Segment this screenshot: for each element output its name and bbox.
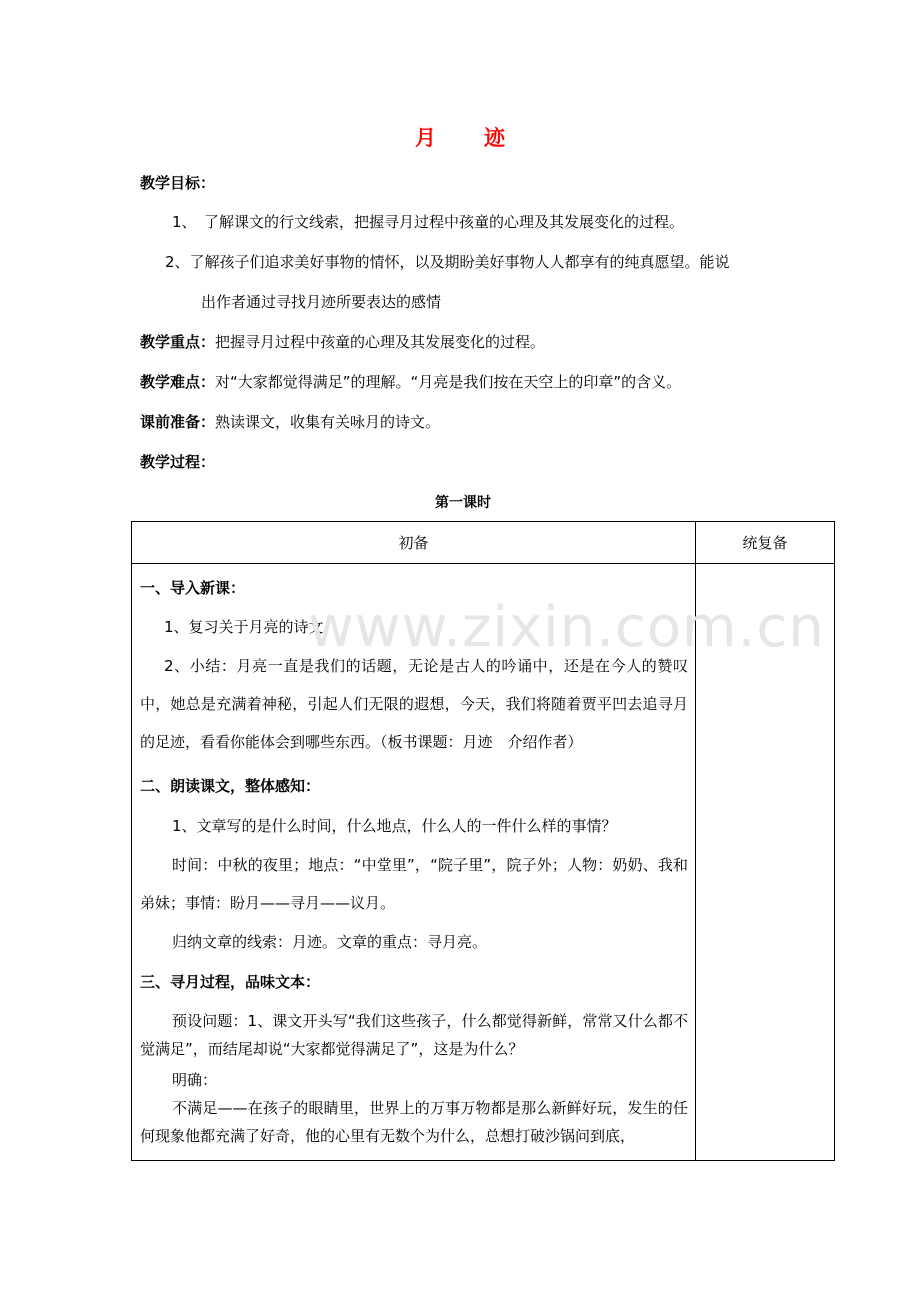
preparation-label: 课前准备： xyxy=(140,413,216,431)
column-header-initial: 初备 xyxy=(132,522,696,564)
lesson-heading: 第一课时 xyxy=(435,495,491,511)
watermark-text: www.zixin.com.cn xyxy=(308,595,825,660)
section-3-clarify-label: 明确： xyxy=(172,1071,218,1089)
section-3-question: 预设问题：1、课文开头写“我们这些孩子，什么都觉得新鲜，常常又什么都不觉满足”，而结尾却说“大家都觉得满足了”，这是为什么？ xyxy=(140,1012,688,1058)
objective-item-2-line-2: 出作者通过寻找月迹所要表达的感情 xyxy=(201,293,442,311)
difficulties-label: 教学难点： xyxy=(140,373,216,391)
difficulties xyxy=(140,371,681,392)
key-points xyxy=(140,331,545,352)
section-2-question-1: 1、文章写的是什么时间，什么地点，什么人的一件什么样的事情？ xyxy=(172,817,617,835)
column-header-review: 统复备 xyxy=(696,522,835,564)
section-2-heading: 二、朗读课文，整体感知： xyxy=(140,777,321,795)
section-3-heading: 三、寻月过程，品味文本： xyxy=(140,973,321,991)
section-2-answer: 时间：中秋的夜里；地点：“中堂里”，“院子里”，院子外；人物：奶奶、我和弟妹；事情：盼月——寻月——议月。 xyxy=(140,856,688,912)
section-1-heading: 一、导入新课： xyxy=(140,579,246,597)
section-2-summary: 归纳文章的线索：月迹。文章的重点：寻月亮。 xyxy=(172,933,488,951)
preparation-text: 熟读课文，收集有关咏月的诗文。 xyxy=(215,413,441,431)
objectives-label: 教学目标： xyxy=(140,174,216,192)
key-points-text: 把握寻月过程中孩童的心理及其发展变化的过程。 xyxy=(215,333,546,351)
process-label: 教学过程： xyxy=(140,453,216,471)
section-1-item-1: 1、复习关于月亮的诗文： xyxy=(164,618,339,636)
document-title: 月迹 xyxy=(415,126,553,150)
preparation xyxy=(140,411,440,432)
difficulties-text: 对“大家都觉得满足”的理解。“月亮是我们按在天空上的印章”的含义。 xyxy=(215,373,682,391)
objective-item-2-line-1: 2、了解孩子们追求美好事物的情怀，以及期盼美好事物人人都享有的纯真愿望。能说 xyxy=(165,253,730,271)
key-points-label: 教学重点： xyxy=(140,333,216,351)
objective-item-1: 1、 了解课文的行文线索，把握寻月过程中孩童的心理及其发展变化的过程。 xyxy=(172,213,685,231)
section-3-explanation: 不满足——在孩子的眼睛里，世界上的万事万物都是那么新鲜好玩，发生的任何现象他都充满了好奇，他的心里有无数个为什么，总想打破沙锅问到底， xyxy=(140,1099,688,1145)
section-1-item-2: 2、小结：月亮一直是我们的话题，无论是古人的吟诵中，还是在今人的赞叹中，她总是充满着神秘，引起人们无限的遐想，今天，我们将随着贾平凹去追寻月的足迹，看看你能体会到哪些东西。（板书课题：月迹 介绍作者） xyxy=(140,657,688,751)
